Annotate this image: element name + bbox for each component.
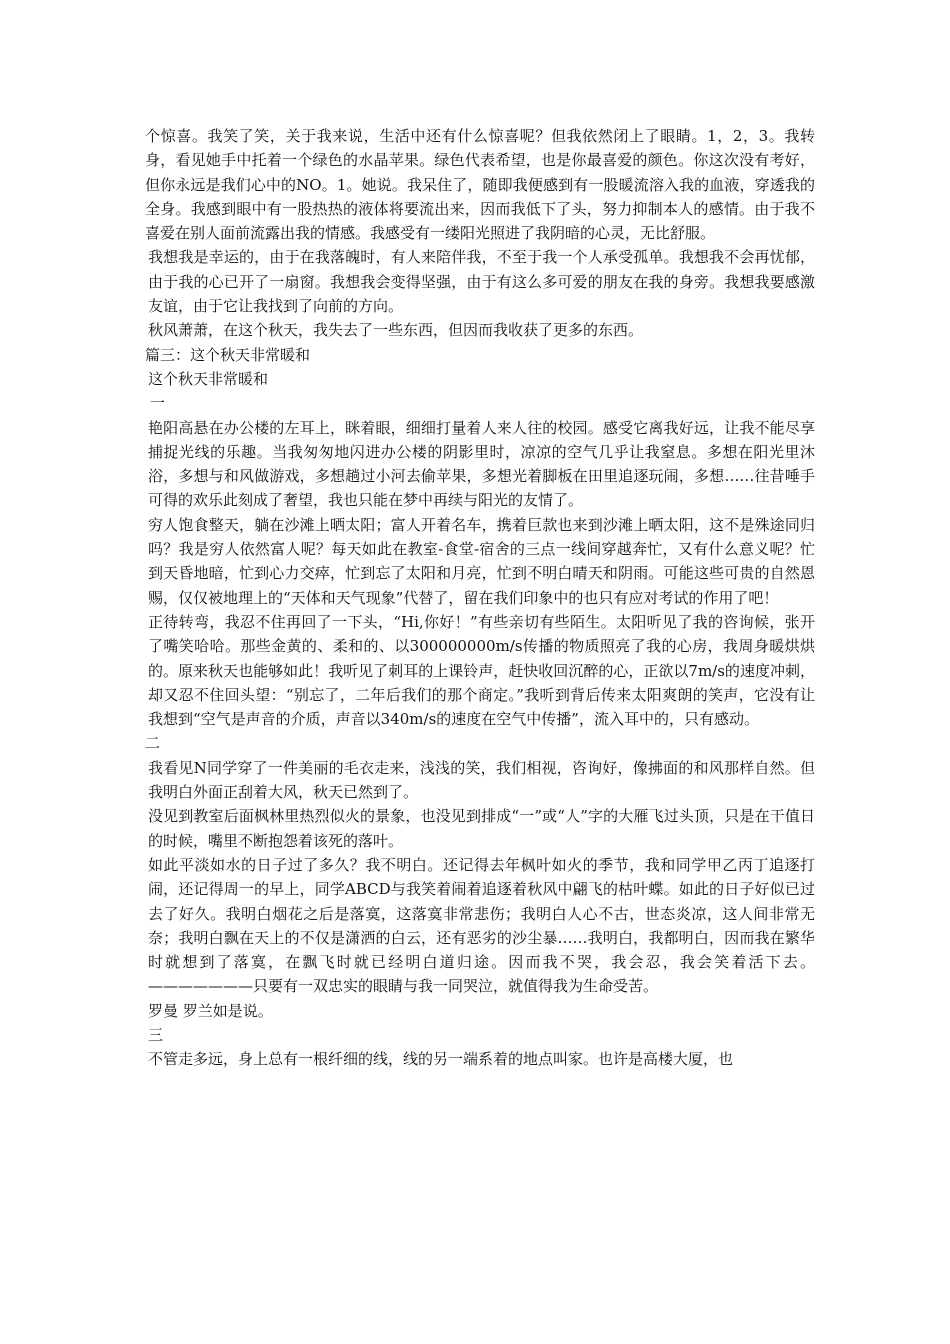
paragraph-lucky: 我想我是幸运的，由于在我落魄时，有人来陪伴我，不至于我一个人承受孤单。我想我不会再忧郁，由于我的心已开了一扇窗。我想我会变得坚强，由于有这么多可爱的朋友在我的身旁。我想我要感激友谊，由于它让我找到了向前的方向。	[148, 248, 815, 316]
paragraph-rich-and-poor: 穷人饱食整天，躺在沙滩上晒太阳；富人开着名车，携着巨款也来到沙滩上晒太阳，这不是殊途同归吗？我是穷人依然富人呢？每天如此在教室-食堂-宿舍的三点一线间穿越奔忙，又有什么意义呢？忙到天昏地暗，忙到心力交瘁，忙到忘了太阳和月亮，忙到不明白晴天和阴雨。可能这些可贵的自然恩赐，仅仅被地理上的“天体和天气现象”代替了，留在我们印象中的也只有应对考试的作用了吧！	[148, 515, 815, 607]
part-number-two: 二	[145, 734, 161, 753]
paragraph-sweater: 我看见N同学穿了一件美丽的毛衣走来，浅浅的笑，我们相视，咨询好，像拂面的和风那样自然。但我明白外面正刮着大风，秋天已然到了。	[148, 758, 815, 802]
paragraph-sunshine: 艳阳高悬在办公楼的左耳上，眯着眼，细细打量着人来人往的校园。感受它离我好远，让我不能尽享捕捉光线的乐趣。当我匆匆地闪进办公楼的阴影里时，凉凉的空气几乎让我窒息。多想在阳光里沐浴，多想与和风做游戏，多想趟过小河去偷苹果，多想光着脚板在田里追逐玩闹，多想……往昔唾手可得的欢乐此刻成了奢望，我也只能在梦中再续与阳光的友情了。	[148, 418, 815, 510]
paragraph-plain-days: 如此平淡如水的日子过了多久？我不明白。还记得去年枫叶如火的季节，我和同学甲乙丙丁追逐打闹，还记得周一的早上，同学ABCD与我笑着闹着追逐着秋风中翩飞的枯叶蝶。如此的日子好似已过去了好久。我明白烟花之后是落寞，这落寞非常悲伤；我明白人心不古，世态炎凉，这人间非常无奈；我明白飘在天上的不仅是潇洒的白云，还有恶劣的沙尘暴……我明白，我都明白，因而我在繁华时就想到了落寞，在飘飞时就已经明白道归途。因而我不哭，我会忍，我会笑着活下去。———————只要有一双忠实的眼睛与我一同哭泣，就值得我为生命受苦。	[148, 855, 815, 996]
part-number-one: 一	[150, 394, 166, 413]
essay-title: 这个秋天非常暖和	[148, 369, 269, 388]
paragraph-surprise: 个惊喜。我笑了笑，关于我来说，生活中还有什么惊喜呢？但我依然闭上了眼睛。1，2，3。我转身，看见她手中托着一个绿色的水晶苹果。绿色代表希望，也是你最喜爱的颜色。你这次没有考好，但你永远是我们心中的NO。1。她说。我呆住了，随即我便感到有一股暖流溶入我的血液，穿透我的全身。我感到眼中有一股热热的液体将要流出来，因而我低下了头，努力抑制本人的感情。由于我不喜爱在别人面前流露出我的情感。我感受有一缕阳光照进了我阴暗的心灵，无比舒服。	[145, 127, 815, 243]
paragraph-home-thread: 不管走多远，身上总有一根纤细的线，线的另一端系着的地点叫家。也许是高楼大厦，也	[148, 1050, 734, 1069]
paragraph-greeting-sun: 正待转弯，我忍不住再回了一下头，“Hi,你好！”有些亲切有些陌生。太阳听见了我的咨询候，张开了嘴笑哈哈。那些金黄的、柔和的、以300000000m/s传播的物质照亮了我的心房，我周身暖烘烘的。原来秋天也能够如此！我听见了刺耳的上课铃声，赶快收回沉醉的心，正欲以7m/s的速度冲刺，却又忍不住回头望：“别忘了，二年后我们的那个商定。”我听到背后传来太阳爽朗的笑声，它没有让我想到“空气是声音的介质，声音以340m/s的速度在空气中传播”，流入耳中的，只有感动。	[148, 612, 815, 729]
part-number-three: 三	[148, 1025, 164, 1044]
document-body	[145, 124, 815, 1072]
paragraph-maple-forest: 没见到教室后面枫林里热烈似火的景象，也没见到排成“一”或“人”字的大雁飞过头顶，只是在干值日的时候，嘴里不断抱怨着该死的落叶。	[148, 807, 815, 850]
paragraph-romain-rolland: 罗曼 罗兰如是说。	[148, 1001, 273, 1020]
paragraph-autumn-wind: 秋风萧萧，在这个秋天，我失去了一些东西，但因而我收获了更多的东西。	[148, 321, 644, 340]
section-heading-chapter-three: 篇三：这个秋天非常暖和	[145, 345, 311, 364]
